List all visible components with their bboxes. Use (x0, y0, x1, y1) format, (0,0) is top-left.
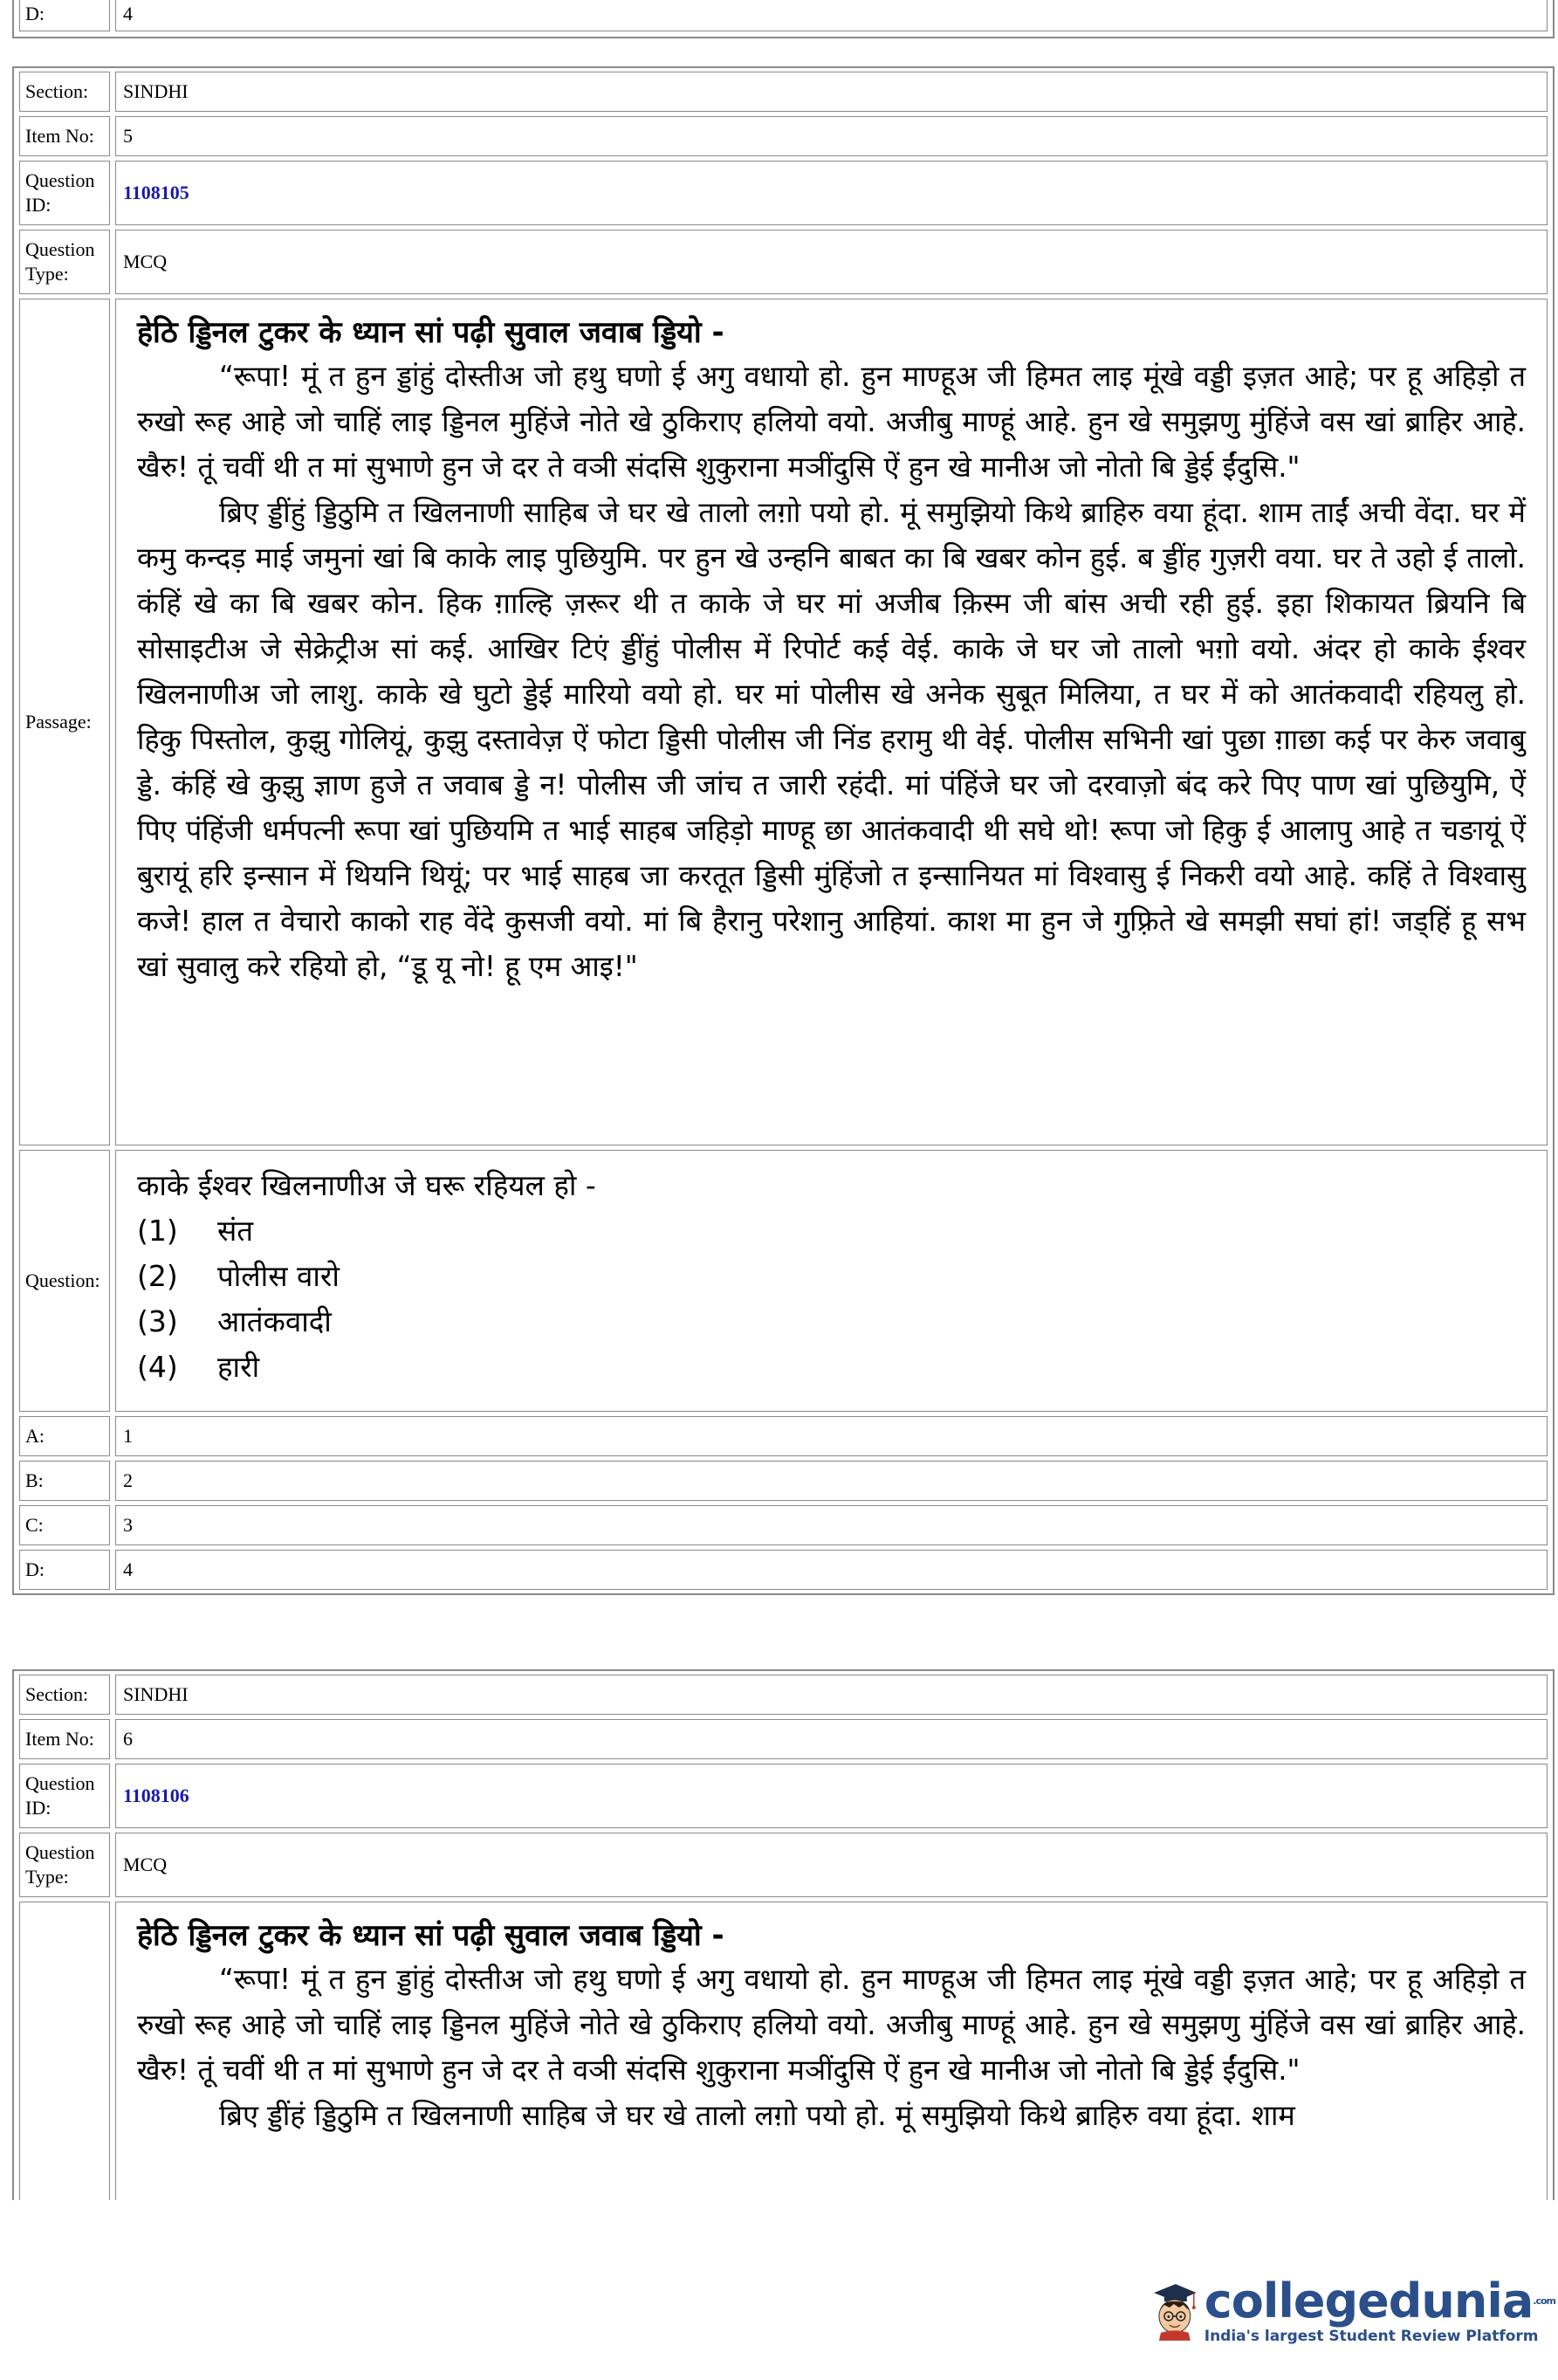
option-number: (2) (137, 1259, 178, 1293)
option-4 (137, 1345, 1526, 1390)
question-id-label (19, 161, 110, 225)
question-type-label (19, 1833, 110, 1897)
question-label: Question: (19, 1150, 110, 1412)
section-value: SINDHI (115, 72, 1548, 112)
question-type-row (19, 230, 1548, 294)
option-number: (4) (137, 1350, 178, 1384)
question-block-5 (12, 66, 1555, 1595)
answer-c-value: 3 (115, 1505, 1548, 1545)
item-no-row (19, 1719, 1548, 1759)
logo-text (1205, 2275, 1555, 2345)
question-id-row (19, 1764, 1548, 1828)
option-1 (137, 1208, 1526, 1254)
question-id-label-line2: ID: (25, 194, 51, 216)
section-row (19, 72, 1548, 112)
collegedunia-logo (1145, 2249, 1555, 2371)
item-no-row (19, 116, 1548, 156)
question-type-label (19, 230, 110, 294)
option-text: हारी (217, 1350, 260, 1384)
passage-paragraph: “रूपा! मूं त हुन ड्डांहुं दोस्तीअ जो हथु घणो ई अगु वधायो हो. हुन माण्हूअ जी हिमत लाइ मूंखे वड्डी इज़त आहे; पर हू अहिड़ो त रुखो रूह आहे जो चाहिं लाइ ड्डिनल मुहिंजे नोते खे ठुकिराए हलियो वयो. अजीबु माण्हूं आहे. हुन खे समुझणु मुंहिंजे वस खां ब्राहिर आहे. खैरु! तूं चवीं थी त मां सुभाणे हुन जे दर ते वञी संदसि शुकुराना मञींदुसि ऐं हुन खे मानीअ जो नोतो बि ड्डेई ईंदुसि." (137, 360, 1526, 484)
question-block-6 (12, 1669, 1555, 2280)
passage-text (115, 299, 1548, 1145)
question-id-label-line1: Question (25, 169, 95, 191)
answer-d-row (19, 1550, 1548, 1590)
item-no-label: Item No: (19, 116, 110, 156)
logo-com: .com (1533, 2295, 1555, 2307)
answer-a-row (19, 1416, 1548, 1456)
option-d-value: 4 (115, 0, 1548, 31)
answer-b-row (19, 1461, 1548, 1501)
question-type-label-line1: Question (25, 238, 95, 260)
question-type-label-line2: Type: (25, 1866, 69, 1888)
logo-tagline: India's largest Student Review Platform (1204, 2328, 1539, 2345)
question-id-label-line1: Question (25, 1772, 95, 1794)
section-label: Section: (19, 72, 110, 112)
question-type-value: MCQ (115, 230, 1548, 294)
answer-c-row (19, 1505, 1548, 1545)
answer-d-label: D: (19, 1550, 110, 1590)
answer-b-label: B: (19, 1461, 110, 1501)
section-row (19, 1675, 1548, 1715)
question-row (19, 1150, 1548, 1412)
option-d-label: D: (19, 0, 110, 31)
question-type-row (19, 1833, 1548, 1897)
student-mascot-icon (1145, 2249, 1198, 2371)
logo-name-text: collegedunia (1204, 2273, 1534, 2328)
item-no-value: 6 (115, 1719, 1548, 1759)
question-type-label-line1: Question (25, 1841, 95, 1863)
question-id-label-line2: ID: (25, 1797, 51, 1819)
passage-paragraph: ब्रिए ड्डींहुं ड्डिठुमि त खिलनाणी साहिब जे घर खे तालो लग़ो पयो हो. मूं समुझियो किथे ब्राहिरु वया हूंदा. शाम ताईं अची वेंदा. घर में कमु कन्दड़ माई जमुनां खां बि काके लाइ पुछियुमि. पर हुन खे उन्हनि बाबत का बि खबर कोन हुई. ब ड्डींह गुज़री वया. घर ते उहो ई तालो. कंहिं खे का बि खबर कोन. हिक ग़ाल्हि ज़रूर थी त काके जे घर मां अजीब क़िस्म जी बांस अची रही हुई. इहा शिकायत ब्रियनि बि सोसाइटीअ जे सेक्रेट्रीअ सां कई. आखिर टिएं ड्डींहुं पोलीस में रिपोर्ट कई वेई. काके जे घर जो तालो भग़ो वयो. अंदर हो काके ईश्वर खिलनाणीअ जो लाशु. काके खे घुटो ड्डेई मारियो वयो हो. घर मां पोलीस खे अनेक सुबूत मिलिया, त घर में को आतंकवादी रहियलु हो. हिकु पिस्तोल, कुझु गोलियूं, कुझु दस्तावेज़ ऐं फोटा ड्डिसी पोलीस जी निंड हरामु थी वेई. पोलीस सभिनी खां पुछा ग़ाछा कई पर केरु जवाबु ड्डे. कंहिं खे कुझु ज्ञाण हुजे त जवाब ड्डे न! पोलीस जी जांच त जारी रहंदी. मां पंहिंजे घर जो दरवाज़ो बंद करे पिए पाण खां पुछियुमि, ऐं पिए पंहिंजी धर्मपत्नी रूपा खां पुछियमि त भाई साहब जहिड़ो माण्हू छा आतंकवादी थी सघे थो! रूपा जो हिकु ई आलापु आहे त चङायूं ऐं बुरायूं हरि इन्सान में थियनि थियूं; पर भाई साहब जा करतूत ड्डिसी मुंहिंजो त इन्सानियत मां विश्वासु ई निकरी वयो आहे. कहिं ते विश्वासु कजे! हाल त वेचारो काको राह वेंदे कुसजी वयो. मां बि हैरानु परेशानु आहियां. काश मा हुन जे गुफ़्रिते खे समझी सघां हां! जड्हिं हू सभ खां सुवालु करे रहियो हो, “डू यू नो! हू एम आइ!" (137, 496, 1527, 983)
question-id-row (19, 161, 1548, 225)
option-2 (137, 1254, 1526, 1299)
passage-row (19, 1902, 1548, 2251)
item-no-value: 5 (115, 116, 1548, 156)
answer-a-label: A: (19, 1416, 110, 1456)
section-value: SINDHI (115, 1675, 1548, 1715)
question-type-value: MCQ (115, 1833, 1548, 1897)
passage-label (19, 1902, 110, 2251)
answer-a-value: 1 (115, 1416, 1548, 1456)
option-number: (3) (137, 1304, 178, 1338)
question-type-label-line2: Type: (25, 263, 69, 285)
passage-heading: हेठि ड्डिनल टुकर के ध्यान सां पढ़ी सुवाल जवाब ड्डियो - (137, 1918, 724, 1953)
answer-c-label: C: (19, 1505, 110, 1545)
option-text: संत (217, 1214, 254, 1248)
question-content (115, 1150, 1548, 1412)
passage-paragraph: “रूपा! मूं त हुन ड्डांहुं दोस्तीअ जो हथु घणो ई अगु वधायो हो. हुन माण्हूअ जी हिमत लाइ मूंखे वड्डी इज़त आहे; पर हू अहिड़ो त रुखो रूह आहे जो चाहिं लाइ ड्डिनल मुहिंजे नोते खे ठुकिराए हलियो वयो. अजीबु माण्हूं आहे. हुन खे समुझणु मुंहिंजे वस खां ब्राहिर आहे. खैरु! तूं चवीं थी त मां सुभाणे हुन जे दर ते वञी संदसि शुकुराना मञींदुसि ऐं हुन खे मानीअ जो नोतो बि ड्डेई ईंदुसि." (137, 1963, 1526, 2087)
item-no-label: Item No: (19, 1719, 110, 1759)
option-number: (1) (137, 1214, 178, 1248)
passage-text (115, 1902, 1548, 2251)
logo-wordmark (1205, 2275, 1555, 2328)
passage-heading: हेठि ड्डिनल टुकर के ध्यान सां पढ़ी सुवाल जवाब ड्डियो - (137, 315, 724, 350)
option-text: आतंकवादी (217, 1304, 332, 1338)
section-label: Section: (19, 1675, 110, 1715)
question-id-value: 1108106 (115, 1764, 1548, 1828)
question-id-value: 1108105 (115, 161, 1548, 225)
answer-b-value: 2 (115, 1461, 1548, 1501)
question-id-label (19, 1764, 110, 1828)
option-3 (137, 1299, 1526, 1345)
answer-d-value: 4 (115, 1550, 1548, 1590)
passage-row (19, 299, 1548, 1145)
previous-item-fragment (12, 0, 1555, 38)
passage-label: Passage: (19, 299, 110, 1145)
passage-paragraph: ब्रिए ड्डींहं ड्डिठुमि त खिलनाणी साहिब जे घर खे तालो लग़ो पयो हो. मूं समुझियो किथे ब्राहिरु वया हूंदा. शाम (219, 2099, 1295, 2132)
question-text: काके ईश्वर खिलनाणीअ जे घरू रहियल हो - (137, 1168, 596, 1202)
option-text: पोलीस वारो (217, 1259, 340, 1293)
